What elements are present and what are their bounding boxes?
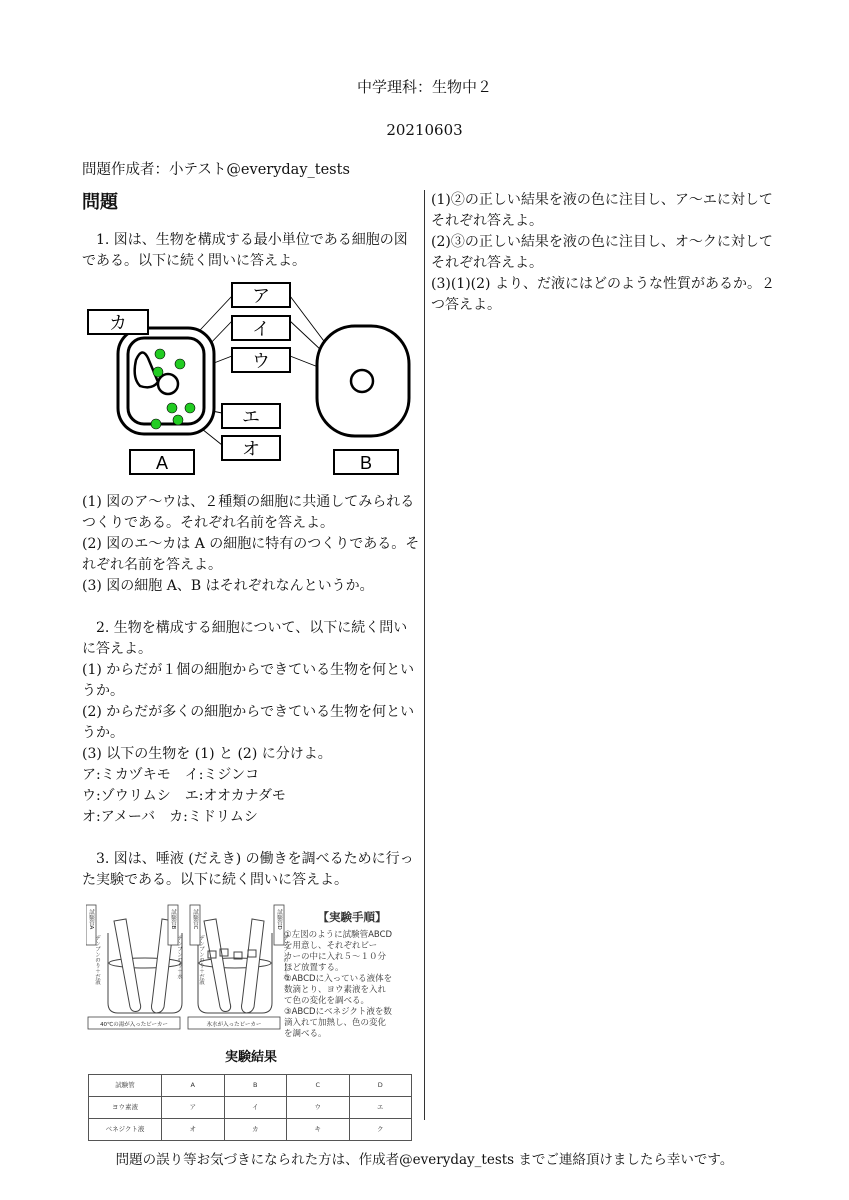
page-date: 20210603 [386,121,463,139]
table-cell: 試験管 [89,1075,162,1097]
q3-item-1: (1)②の正しい結果を液の色に注目し、ア～エに対してそれぞれ答えよ。 [431,192,773,229]
q3-item-2: (2)③の正しい結果を液の色に注目し、オ～クに対してそれぞれ答えよ。 [431,234,773,271]
procedure-line: カーの中に入れ５～１０分 [284,952,387,962]
procedure-line: ほど放置する。 [284,963,344,973]
procedure-line: て色の変化を調べる。 [284,996,370,1006]
tube-c-label: 試験管C [192,909,198,930]
organism-line-2: ウ:ゾウリムシ エ:オオカナダモ [82,788,286,804]
q1-item-3: (3) 図の細胞 A、B はそれぞれなんというか。 [82,578,374,594]
right-column [431,190,775,316]
section-heading: 問題 [82,192,118,213]
tube-d-label: 試験管D [276,909,282,930]
nucleus-a [158,374,178,394]
beaker-cold-label: 氷水が入ったビーカー [206,1022,262,1028]
table-cell: A [162,1075,225,1097]
tube-c [204,919,231,1012]
table-cell: ベネジクト液 [89,1119,162,1141]
procedure-line: を用意し、それぞれビー [284,941,378,951]
q1-item-2: (2) 図のエ～カは A の細胞に特有のつくりである。それぞれ名前を答えよ。 [82,536,420,573]
label-e: エ [242,407,260,427]
q3-intro: 3. 図は、唾液 (だえき) の働きを調べるために行った実験である。以下に続く問いに答えよ。 [82,851,414,888]
procedure-line: を調べる。 [284,1029,327,1039]
procedure-box [284,907,420,1040]
left-column [82,190,420,1141]
procedure-line: ③ABCDにベネジクト液を数 [284,1007,392,1017]
organism-line-3: オ:アメーバ カ:ミドリムシ [82,809,258,825]
experiment-figure [82,903,420,1043]
procedure-line: ②ABCDに入っている液体を [284,974,393,984]
cell-diagram [82,278,420,486]
table-row [89,1097,412,1119]
beaker-diagram [86,903,296,1033]
procedure-line: ①左図のように試験管ABCD [284,930,393,940]
table-cell: キ [287,1119,350,1141]
table-cell: ア [162,1097,225,1119]
label-cell-b: B [359,453,373,473]
table-cell: B [224,1075,287,1097]
table-cell: C [287,1075,350,1097]
cell-b-animal [317,326,409,436]
cell-a-plant [118,328,214,434]
tube-a-label: 試験管A [88,909,94,930]
label-i: イ [252,319,270,339]
tube-d-content: デンプンのり＋水 [282,935,288,979]
table-cell: ク [349,1119,412,1141]
nucleus-b [351,370,373,392]
q1-intro: 1. 図は、生物を構成する最小単位である細胞の図である。以下に続く問いに答えよ。 [82,232,408,269]
tube-b-content: デンプンのり＋水 [176,935,182,979]
label-u: ウ [252,351,270,371]
q2-item-2: (2) からだが多くの細胞からできている生物を何というか。 [82,704,415,741]
label-cell-a: A [155,453,169,473]
tube-a [114,919,141,1012]
page-author: 問題作成者：小テスト@everyday_tests [82,162,350,178]
tube-a-content: デンプンのり＋だ液 [94,935,100,985]
table-cell: エ [349,1097,412,1119]
tube-c-content: デンプンのり＋だ液 [198,935,204,985]
procedure-line: 数滴とり、ヨウ素液を入れ [284,985,387,995]
table-cell: ウ [287,1097,350,1119]
table-row [89,1075,412,1097]
results-table [88,1074,412,1141]
beaker-warm-label: 40℃の湯が入ったビーカー [100,1022,168,1028]
organism-line-1: ア:ミカヅキモ イ:ミジンコ [82,767,260,783]
page-title: 中学理科：生物中２ [356,78,492,96]
procedure-line: 滴入れて加熱し、色の変化 [284,1018,387,1028]
results-title: 実験結果 [224,1050,277,1065]
table-cell: D [349,1075,412,1097]
tube-b-label: 試験管B [170,909,176,930]
footer-note: 問題の誤り等お気づきになられた方は、作成者@everyday_tests までご連絡頂けましたら幸いです。 [115,1152,734,1168]
q2-intro: 2. 生物を構成する細胞について、以下に続く問いに答えよ。 [82,620,408,657]
q1-item-1: (1) 図のア～ウは、２種類の細胞に共通してみられるつくりである。それぞれ名前を答えよ。 [82,494,415,531]
table-cell: カ [224,1119,287,1141]
table-row [89,1119,412,1141]
table-cell: ヨウ素液 [89,1097,162,1119]
q3-item-3: (3)(1)(2) より、だ液にはどのような性質があるか。２つ答えよ。 [431,276,775,313]
procedure-title: 【実験手順】 [317,910,387,924]
tube-d [242,919,265,1013]
table-cell: イ [224,1097,287,1119]
table-cell: オ [162,1119,225,1141]
label-o: オ [242,439,260,459]
label-ka: カ [109,313,127,333]
q2-item-3: (3) 以下の生物を (1) と (2) に分けよ。 [82,746,332,762]
q2-item-1: (1) からだが１個の細胞からできている生物を何というか。 [82,662,415,699]
label-a: ア [252,286,270,306]
column-divider [424,190,425,1120]
